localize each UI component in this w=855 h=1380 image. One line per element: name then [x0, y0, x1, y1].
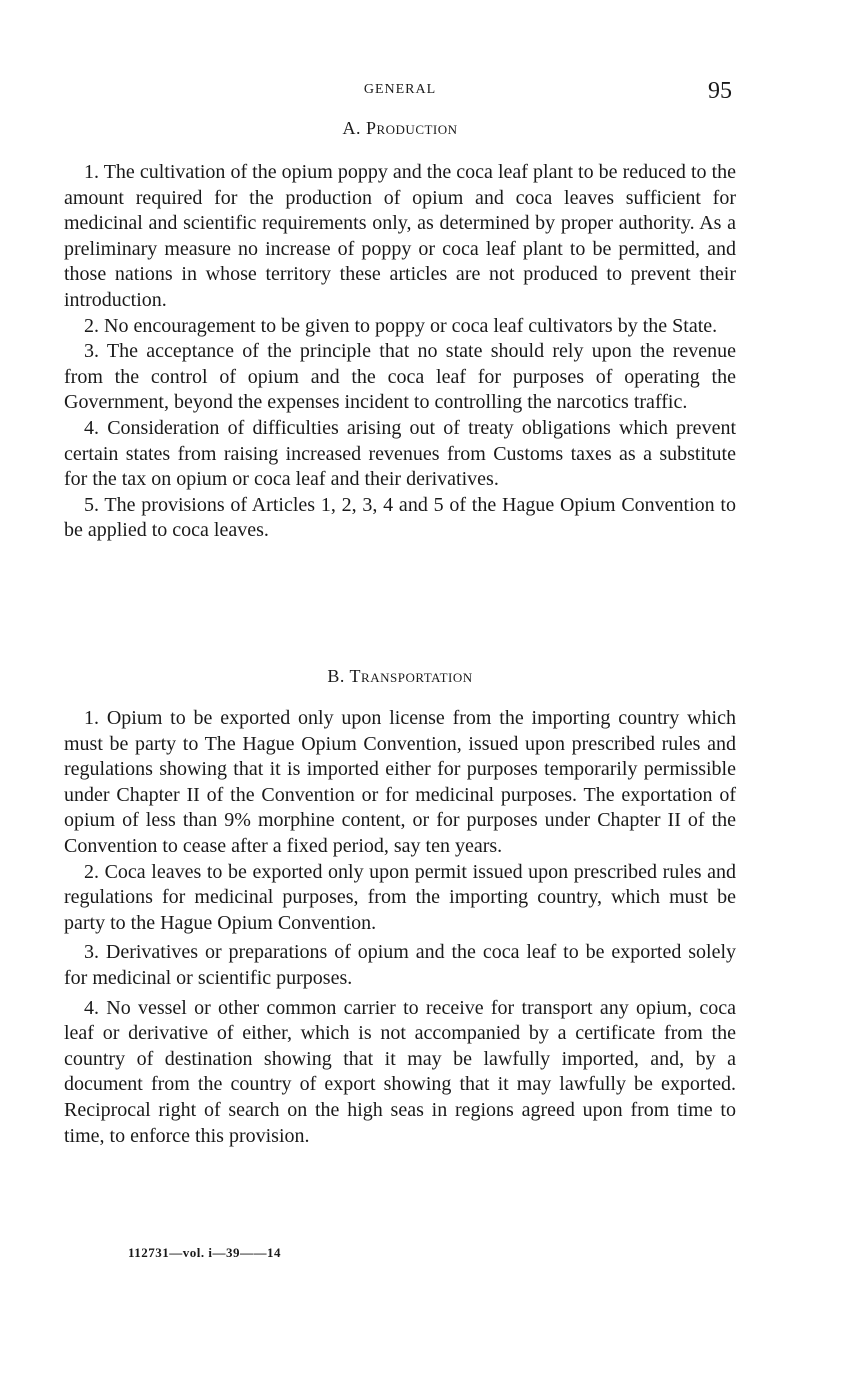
transportation-paragraph-1: 1. Opium to be exported only upon license from the importing country which must be party to The Hague Opium Convention, issued upon prescribed rules and regulations showing that it is imported either for purposes temporarily permissible under Chapter II of the Convention or for medicinal purposes. The exportation of opium of less than 9% morphine content, or for purposes under Chapter II of the Convention to cease after a fixed period, say ten years. — [64, 707, 736, 857]
transportation-paragraph-2: 2. Coca leaves to be exported only upon permit issued upon prescribed rules and regulations for medicinal purposes, from the importing country, which must be party to the Hague Opium Convention. — [64, 860, 736, 934]
section-heading-production: A. Production — [342, 118, 458, 138]
production-section — [64, 160, 736, 544]
transportation-paragraph-4: 4. No vessel or other common carrier to receive for transport any opium, coca leaf or derivative of either, which is not accompanied by a certificate from the country of destination showing that it may be lawfully imported, and, by a document from the country of export showing that it may lawfully be exported. Reciprocal right of search on the high seas in regions agreed upon from time to time, to enforce this provision. — [64, 996, 736, 1147]
production-paragraph-4: 4. Consideration of difficulties arising out of treaty obligations which prevent certain states from raising increased revenues from Customs taxes as a substitute for the tax on opium or coca leaf and their derivatives. — [64, 416, 736, 491]
running-title: GENERAL — [363, 82, 437, 97]
production-paragraph-2: 2. No encouragement to be given to poppy or coca leaf cultivators by the State. — [84, 314, 718, 337]
running-head — [64, 80, 736, 104]
page-number: 95 — [708, 78, 732, 104]
transportation-section — [64, 706, 736, 1149]
printer-mark: 112731—vol. i—39——14 — [128, 1245, 282, 1260]
production-paragraph-1: 1. The cultivation of the opium poppy and the coca leaf plant to be reduced to the amount required for the production of opium and coca leaves sufficient for medicinal and scientific requirements only, as determined by proper authority. As a preliminary measure no increase of poppy or coca leaf plant to be permitted, and those nations in whose territory these articles are not produced to prevent their introduction. — [64, 161, 736, 311]
transportation-paragraph-3: 3. Derivatives or preparations of opium and the coca leaf to be exported solely for medicinal or scientific purposes. — [64, 941, 736, 989]
production-paragraph-3: 3. The acceptance of the principle that no state should rely upon the revenue from the control of opium and the coca leaf for purposes of operating the Government, beyond the expenses incident to controlling the narcotics traffic. — [64, 340, 736, 414]
section-heading-transportation: B. Transportation — [327, 666, 473, 686]
production-paragraph-5: 5. The provisions of Articles 1, 2, 3, 4 and 5 of the Hague Opium Convention to be applied to coca leaves. — [64, 493, 736, 542]
